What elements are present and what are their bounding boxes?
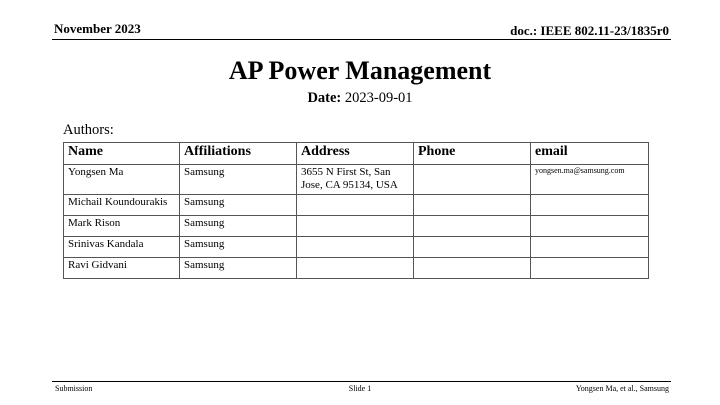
column-header-phone: Phone xyxy=(414,143,531,165)
authors-label: Authors: xyxy=(63,122,114,138)
cell-phone xyxy=(414,165,531,195)
cell-name: Michail Koundourakis xyxy=(64,195,180,216)
table-row xyxy=(64,165,649,195)
cell-name: Yongsen Ma xyxy=(64,165,180,195)
cell-name: Mark Rison xyxy=(64,216,180,237)
column-header-affiliations: Affiliations xyxy=(180,143,297,165)
cell-email xyxy=(531,258,649,279)
slide-title: AP Power Management xyxy=(228,56,492,85)
date-line xyxy=(0,90,720,107)
authors-table xyxy=(63,142,649,279)
table-row xyxy=(64,216,649,237)
cell-address xyxy=(297,216,414,237)
column-header-name: Name xyxy=(64,143,180,165)
footer-author: Yongsen Ma, et al., Samsung xyxy=(575,384,669,393)
cell-email xyxy=(531,195,649,216)
cell-name: Srinivas Kandala xyxy=(64,237,180,258)
cell-email xyxy=(531,216,649,237)
cell-address: 3655 N First St, San Jose, CA 95134, USA xyxy=(297,165,414,195)
cell-phone xyxy=(414,237,531,258)
cell-affiliation: Samsung xyxy=(180,216,297,237)
footer-submission: Submission xyxy=(55,384,93,393)
table-row xyxy=(64,237,649,258)
cell-affiliation: Samsung xyxy=(180,258,297,279)
date-value: 2023-09-01 xyxy=(344,90,413,106)
column-header-email: email xyxy=(531,143,649,165)
cell-email: yongsen.ma@samsung.com xyxy=(531,165,649,195)
header-doc-id: doc.: IEEE 802.11-23/1835r0 xyxy=(510,23,669,38)
table-header-row xyxy=(64,143,649,165)
cell-affiliation: Samsung xyxy=(180,237,297,258)
table-row xyxy=(64,258,649,279)
header-date: November 2023 xyxy=(54,21,141,36)
cell-address xyxy=(297,237,414,258)
cell-affiliation: Samsung xyxy=(180,165,297,195)
footer-slide-number: Slide 1 xyxy=(348,384,372,393)
header-divider xyxy=(52,39,671,40)
cell-address xyxy=(297,258,414,279)
cell-phone xyxy=(414,195,531,216)
date-label: Date: xyxy=(307,90,342,106)
cell-address xyxy=(297,195,414,216)
cell-name: Ravi Gidvani xyxy=(64,258,180,279)
cell-phone xyxy=(414,258,531,279)
cell-phone xyxy=(414,216,531,237)
column-header-address: Address xyxy=(297,143,414,165)
cell-affiliation: Samsung xyxy=(180,195,297,216)
footer-divider xyxy=(52,381,671,382)
cell-email xyxy=(531,237,649,258)
table-row xyxy=(64,195,649,216)
